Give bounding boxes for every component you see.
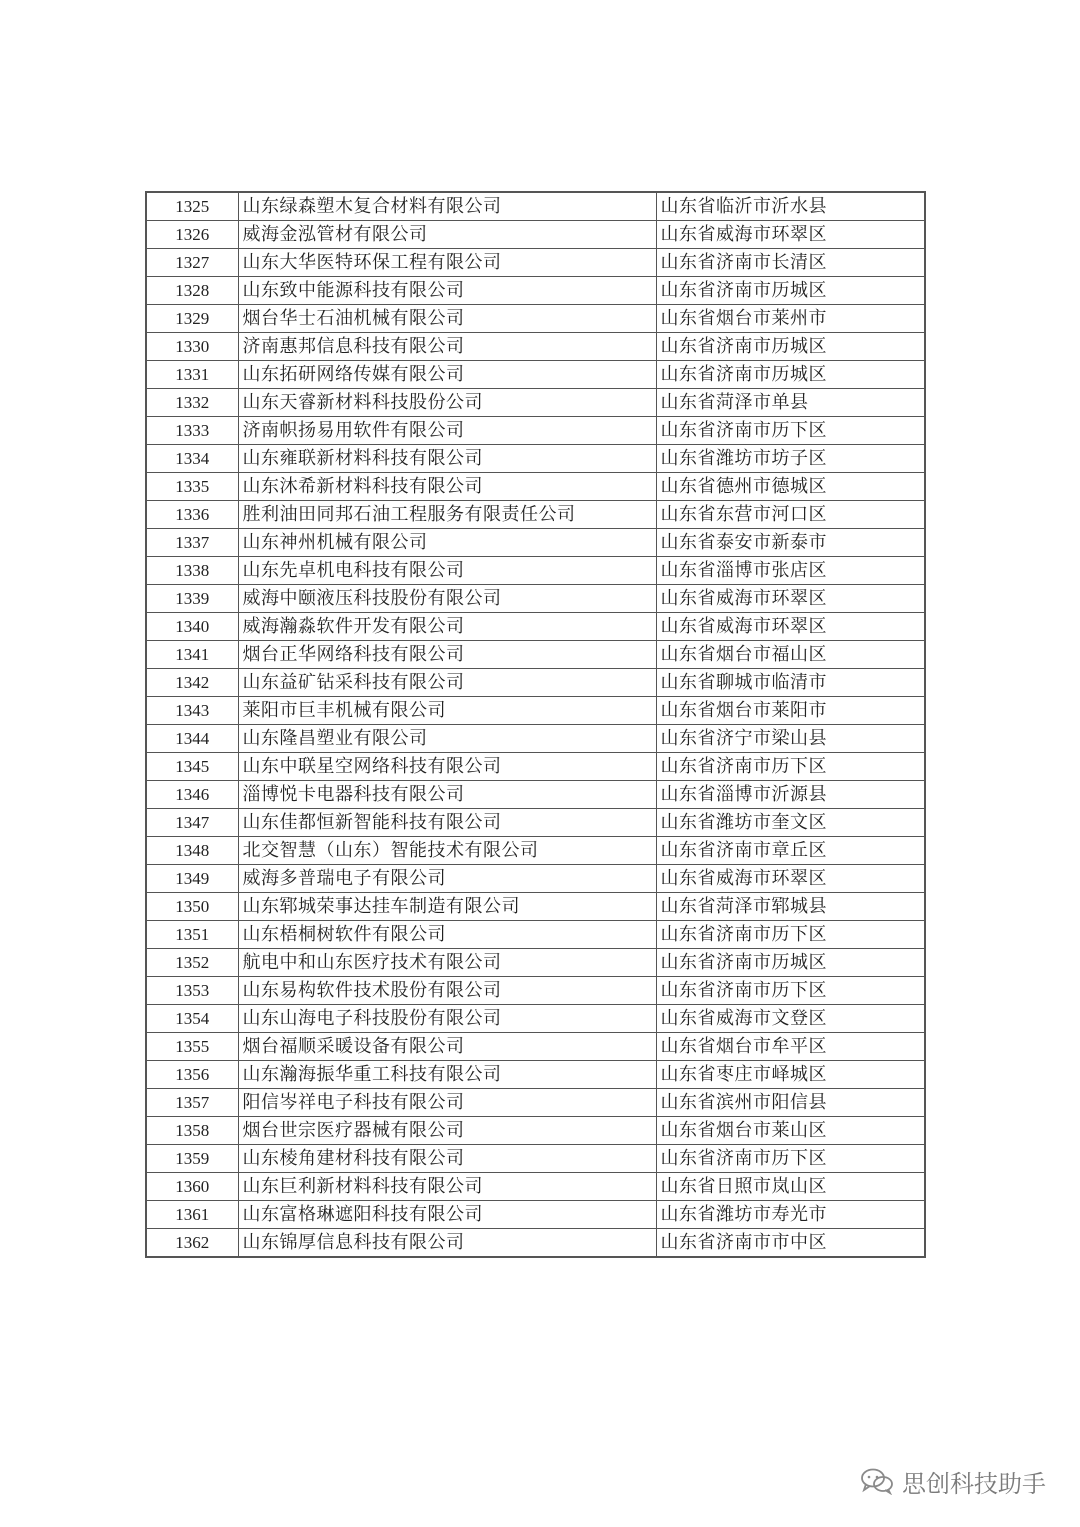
row-number: 1331 <box>146 361 238 389</box>
company-location: 山东省济南市历下区 <box>656 977 925 1005</box>
row-number: 1354 <box>146 1005 238 1033</box>
company-name: 航电中和山东医疗技术有限公司 <box>238 949 656 977</box>
company-name: 山东山海电子科技股份有限公司 <box>238 1005 656 1033</box>
table-row <box>146 1089 925 1117</box>
row-number: 1329 <box>146 305 238 333</box>
row-number: 1351 <box>146 921 238 949</box>
table-row <box>146 921 925 949</box>
row-number: 1325 <box>146 192 238 221</box>
table-row <box>146 1005 925 1033</box>
table-row <box>146 613 925 641</box>
table-row <box>146 585 925 613</box>
company-name: 山东致中能源科技有限公司 <box>238 277 656 305</box>
row-number: 1339 <box>146 585 238 613</box>
company-location: 山东省济南市历城区 <box>656 949 925 977</box>
table-row <box>146 1033 925 1061</box>
table-row <box>146 893 925 921</box>
company-name: 烟台世宗医疗器械有限公司 <box>238 1117 656 1145</box>
table-row <box>146 1201 925 1229</box>
company-location: 山东省烟台市福山区 <box>656 641 925 669</box>
company-name: 山东棱角建材科技有限公司 <box>238 1145 656 1173</box>
company-name: 烟台福顺采暖设备有限公司 <box>238 1033 656 1061</box>
company-location: 山东省泰安市新泰市 <box>656 529 925 557</box>
table-row <box>146 1173 925 1201</box>
company-location: 山东省济南市市中区 <box>656 1229 925 1258</box>
company-name: 山东梧桐树软件有限公司 <box>238 921 656 949</box>
row-number: 1362 <box>146 1229 238 1258</box>
company-location: 山东省烟台市莱阳市 <box>656 697 925 725</box>
table-row <box>146 277 925 305</box>
row-number: 1352 <box>146 949 238 977</box>
company-name: 山东先卓机电科技有限公司 <box>238 557 656 585</box>
table-row <box>146 753 925 781</box>
row-number: 1340 <box>146 613 238 641</box>
company-location: 山东省济南市历城区 <box>656 277 925 305</box>
company-location: 山东省济南市历下区 <box>656 921 925 949</box>
company-location: 山东省潍坊市寿光市 <box>656 1201 925 1229</box>
table-row <box>146 949 925 977</box>
company-location: 山东省聊城市临清市 <box>656 669 925 697</box>
row-number: 1326 <box>146 221 238 249</box>
table-row <box>146 333 925 361</box>
watermark-text: 思创科技助手 <box>902 1469 1046 1498</box>
company-location: 山东省临沂市沂水县 <box>656 192 925 221</box>
company-location: 山东省日照市岚山区 <box>656 1173 925 1201</box>
table-row <box>146 641 925 669</box>
table-row <box>146 389 925 417</box>
company-name: 山东佳都恒新智能科技有限公司 <box>238 809 656 837</box>
table-row <box>146 249 925 277</box>
row-number: 1332 <box>146 389 238 417</box>
row-number: 1360 <box>146 1173 238 1201</box>
table-row <box>146 305 925 333</box>
company-name: 济南惠邦信息科技有限公司 <box>238 333 656 361</box>
company-name: 淄博悦卡电器科技有限公司 <box>238 781 656 809</box>
company-location: 山东省菏泽市郓城县 <box>656 893 925 921</box>
row-number: 1357 <box>146 1089 238 1117</box>
row-number: 1342 <box>146 669 238 697</box>
company-location: 山东省德州市德城区 <box>656 473 925 501</box>
row-number: 1350 <box>146 893 238 921</box>
row-number: 1337 <box>146 529 238 557</box>
row-number: 1330 <box>146 333 238 361</box>
row-number: 1333 <box>146 417 238 445</box>
table-row <box>146 1117 925 1145</box>
company-name: 山东郓城荣事达挂车制造有限公司 <box>238 893 656 921</box>
table-row <box>146 809 925 837</box>
row-number: 1341 <box>146 641 238 669</box>
table-row <box>146 1145 925 1173</box>
table-row <box>146 473 925 501</box>
company-location: 山东省济南市历下区 <box>656 1145 925 1173</box>
company-name: 山东拓研网络传媒有限公司 <box>238 361 656 389</box>
company-name: 山东雍联新材料科技有限公司 <box>238 445 656 473</box>
company-location: 山东省威海市环翠区 <box>656 221 925 249</box>
company-location: 山东省济南市章丘区 <box>656 837 925 865</box>
table-row <box>146 557 925 585</box>
table-row <box>146 725 925 753</box>
row-number: 1343 <box>146 697 238 725</box>
company-name: 威海多普瑞电子有限公司 <box>238 865 656 893</box>
row-number: 1344 <box>146 725 238 753</box>
company-name: 威海中颐液压科技股份有限公司 <box>238 585 656 613</box>
row-number: 1348 <box>146 837 238 865</box>
table-row <box>146 361 925 389</box>
row-number: 1346 <box>146 781 238 809</box>
company-location: 山东省济南市长清区 <box>656 249 925 277</box>
company-table-body <box>146 192 925 1257</box>
company-location: 山东省烟台市莱州市 <box>656 305 925 333</box>
company-location: 山东省滨州市阳信县 <box>656 1089 925 1117</box>
company-name: 莱阳市巨丰机械有限公司 <box>238 697 656 725</box>
table-row <box>146 669 925 697</box>
row-number: 1327 <box>146 249 238 277</box>
company-location: 山东省潍坊市奎文区 <box>656 809 925 837</box>
company-name: 烟台正华网络科技有限公司 <box>238 641 656 669</box>
company-location: 山东省烟台市牟平区 <box>656 1033 925 1061</box>
table-row <box>146 837 925 865</box>
row-number: 1358 <box>146 1117 238 1145</box>
company-location: 山东省淄博市沂源县 <box>656 781 925 809</box>
company-location: 山东省菏泽市单县 <box>656 389 925 417</box>
company-name: 威海瀚淼软件开发有限公司 <box>238 613 656 641</box>
row-number: 1356 <box>146 1061 238 1089</box>
company-name: 济南帜扬易用软件有限公司 <box>238 417 656 445</box>
table-row <box>146 977 925 1005</box>
company-name: 山东益矿钻采科技有限公司 <box>238 669 656 697</box>
company-location: 山东省济南市历下区 <box>656 753 925 781</box>
row-number: 1349 <box>146 865 238 893</box>
company-location: 山东省东营市河口区 <box>656 501 925 529</box>
company-location: 山东省济南市历城区 <box>656 361 925 389</box>
company-table-container <box>145 191 924 1258</box>
row-number: 1338 <box>146 557 238 585</box>
company-location: 山东省威海市文登区 <box>656 1005 925 1033</box>
table-row <box>146 501 925 529</box>
row-number: 1328 <box>146 277 238 305</box>
company-name: 山东大华医特环保工程有限公司 <box>238 249 656 277</box>
company-name: 山东巨利新材料科技有限公司 <box>238 1173 656 1201</box>
company-name: 胜利油田同邦石油工程服务有限责任公司 <box>238 501 656 529</box>
row-number: 1334 <box>146 445 238 473</box>
row-number: 1347 <box>146 809 238 837</box>
company-location: 山东省淄博市张店区 <box>656 557 925 585</box>
company-location: 山东省威海市环翠区 <box>656 613 925 641</box>
table-row <box>146 445 925 473</box>
company-name: 山东天睿新材料科技股份公司 <box>238 389 656 417</box>
company-name: 山东中联星空网络科技有限公司 <box>238 753 656 781</box>
table-row <box>146 697 925 725</box>
table-row <box>146 1229 925 1258</box>
company-table <box>145 191 926 1258</box>
row-number: 1359 <box>146 1145 238 1173</box>
company-location: 山东省威海市环翠区 <box>656 585 925 613</box>
company-name: 山东绿森塑木复合材料有限公司 <box>238 192 656 221</box>
table-row <box>146 192 925 221</box>
company-name: 山东隆昌塑业有限公司 <box>238 725 656 753</box>
company-name: 山东神州机械有限公司 <box>238 529 656 557</box>
company-name: 山东沐希新材料科技有限公司 <box>238 473 656 501</box>
row-number: 1353 <box>146 977 238 1005</box>
row-number: 1345 <box>146 753 238 781</box>
company-location: 山东省济南市历下区 <box>656 417 925 445</box>
company-location: 山东省枣庄市峄城区 <box>656 1061 925 1089</box>
company-name: 山东瀚海振华重工科技有限公司 <box>238 1061 656 1089</box>
company-location: 山东省济南市历城区 <box>656 333 925 361</box>
row-number: 1361 <box>146 1201 238 1229</box>
table-row <box>146 221 925 249</box>
row-number: 1335 <box>146 473 238 501</box>
company-location: 山东省烟台市莱山区 <box>656 1117 925 1145</box>
company-name: 山东锦厚信息科技有限公司 <box>238 1229 656 1258</box>
wechat-watermark <box>860 1461 1046 1501</box>
company-location: 山东省济宁市梁山县 <box>656 725 925 753</box>
company-name: 阳信岑祥电子科技有限公司 <box>238 1089 656 1117</box>
company-name: 北交智慧（山东）智能技术有限公司 <box>238 837 656 865</box>
row-number: 1355 <box>146 1033 238 1061</box>
company-name: 烟台华士石油机械有限公司 <box>238 305 656 333</box>
table-row <box>146 781 925 809</box>
company-name: 威海金泓管材有限公司 <box>238 221 656 249</box>
company-location: 山东省潍坊市坊子区 <box>656 445 925 473</box>
row-number: 1336 <box>146 501 238 529</box>
table-row <box>146 529 925 557</box>
table-row <box>146 865 925 893</box>
company-name: 山东富格琳遮阳科技有限公司 <box>238 1201 656 1229</box>
company-name: 山东易构软件技术股份有限公司 <box>238 977 656 1005</box>
company-location: 山东省威海市环翠区 <box>656 865 925 893</box>
table-row <box>146 1061 925 1089</box>
table-row <box>146 417 925 445</box>
wechat-icon <box>860 1467 894 1495</box>
